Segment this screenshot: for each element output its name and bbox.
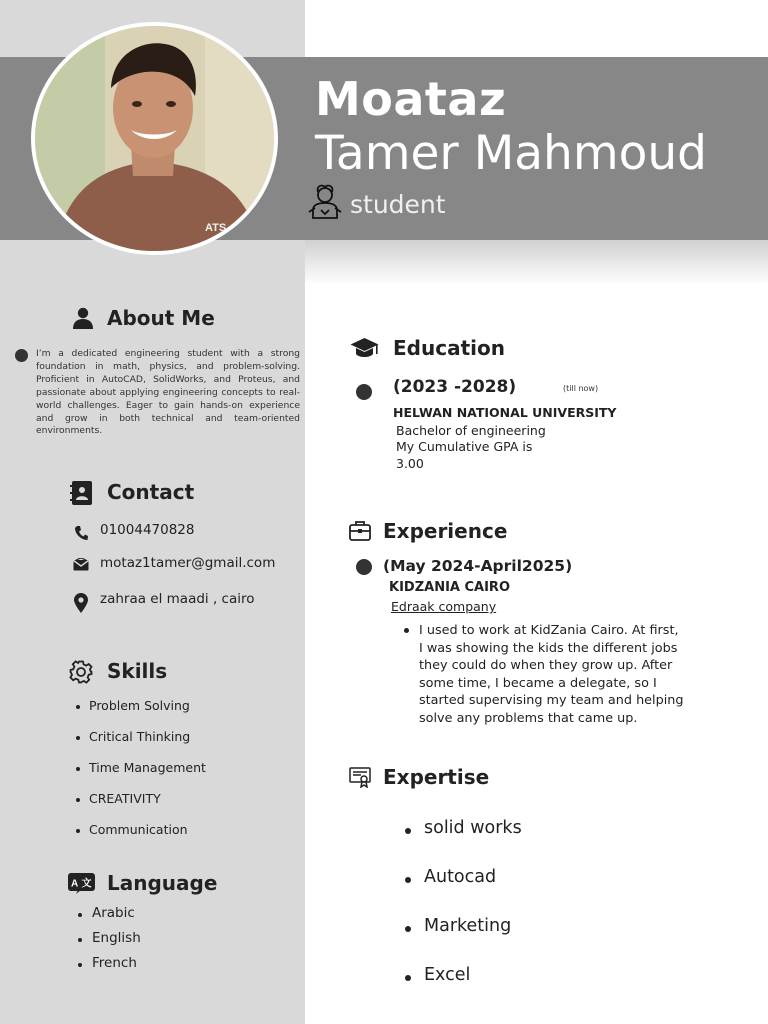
skills-list	[76, 698, 206, 853]
experience-dates: (May 2024-April2025)	[383, 557, 573, 575]
education-years: (2023 -2028)	[393, 377, 517, 397]
list-item: English	[78, 930, 141, 955]
contact-address: zahraa el maadi , cairo	[100, 591, 255, 607]
svg-text:ATS: ATS	[205, 222, 227, 234]
person-icon	[72, 307, 94, 329]
experience-company-link[interactable]: Edraak company	[391, 599, 497, 614]
about-text: I’m a dedicated engineering student with a strong foundation in math, physics, and problem-solving. Proficient in AutoCAD, SolidWorks, and Proteus, and passionate about applying engineering concepts to real-world challenges. Eager to gain hands-on experience and grow in both technical and team-oriented environments.	[36, 348, 300, 437]
list-item: Time Management	[76, 760, 206, 791]
expertise-list	[405, 818, 522, 1014]
education-bullet	[356, 384, 372, 400]
student-avatar-icon	[307, 184, 343, 222]
list-item: Excel	[405, 965, 522, 1014]
list-item: Problem Solving	[76, 698, 206, 729]
profile-photo-illustration	[35, 26, 274, 251]
contact-email[interactable]: motaz1tamer@gmail.com	[100, 555, 276, 571]
profile-photo	[31, 22, 278, 255]
envelope-icon	[73, 558, 89, 571]
education-note: (till now)	[563, 384, 599, 393]
gear-icon	[69, 660, 93, 684]
svg-text:文: 文	[81, 878, 92, 890]
list-item: Arabic	[78, 905, 141, 930]
list-item: CREATIVITY	[76, 791, 206, 822]
experience-heading: Experience	[383, 519, 508, 543]
about-heading: About Me	[107, 306, 215, 330]
svg-text:A: A	[71, 878, 79, 890]
banner-shadow	[305, 240, 768, 285]
education-heading: Education	[393, 336, 505, 360]
graduation-cap-icon	[350, 337, 379, 360]
education-gpa-label: My Cumulative GPA is	[396, 439, 533, 454]
role-label: student	[350, 190, 446, 219]
translate-icon	[68, 873, 95, 894]
expertise-heading: Expertise	[383, 765, 490, 789]
experience-employer: KIDZANIA CAIRO	[389, 580, 510, 595]
last-name: Tamer Mahmoud	[315, 126, 707, 181]
list-item: Critical Thinking	[76, 729, 206, 760]
first-name: Moataz	[315, 72, 507, 126]
briefcase-icon	[349, 520, 371, 541]
list-item: Communication	[76, 822, 206, 853]
list-item: French	[78, 955, 141, 980]
language-heading: Language	[107, 871, 218, 895]
experience-description: I used to work at KidZania Cairo. At first, I was showing the kids the different jobs they could do when they grow up. After some time, I became a delegate, so I started supervising my team and helping solve any problems that came up.	[404, 622, 684, 728]
education-gpa: 3.00	[396, 456, 424, 471]
phone-icon	[74, 525, 88, 541]
list-item: solid works	[405, 818, 522, 867]
contact-heading: Contact	[107, 480, 195, 504]
education-school: HELWAN NATIONAL UNIVERSITY	[393, 405, 617, 420]
experience-bullet	[356, 559, 372, 575]
contact-book-icon	[70, 481, 93, 505]
list-item: Marketing	[405, 916, 522, 965]
contact-phone[interactable]: 01004470828	[100, 522, 195, 538]
about-bullet	[15, 349, 28, 362]
skills-heading: Skills	[107, 659, 168, 683]
certificate-icon	[349, 767, 371, 788]
language-list	[78, 905, 141, 980]
location-pin-icon	[74, 593, 88, 613]
education-degree: Bachelor of engineering	[396, 423, 546, 438]
list-item: Autocad	[405, 867, 522, 916]
